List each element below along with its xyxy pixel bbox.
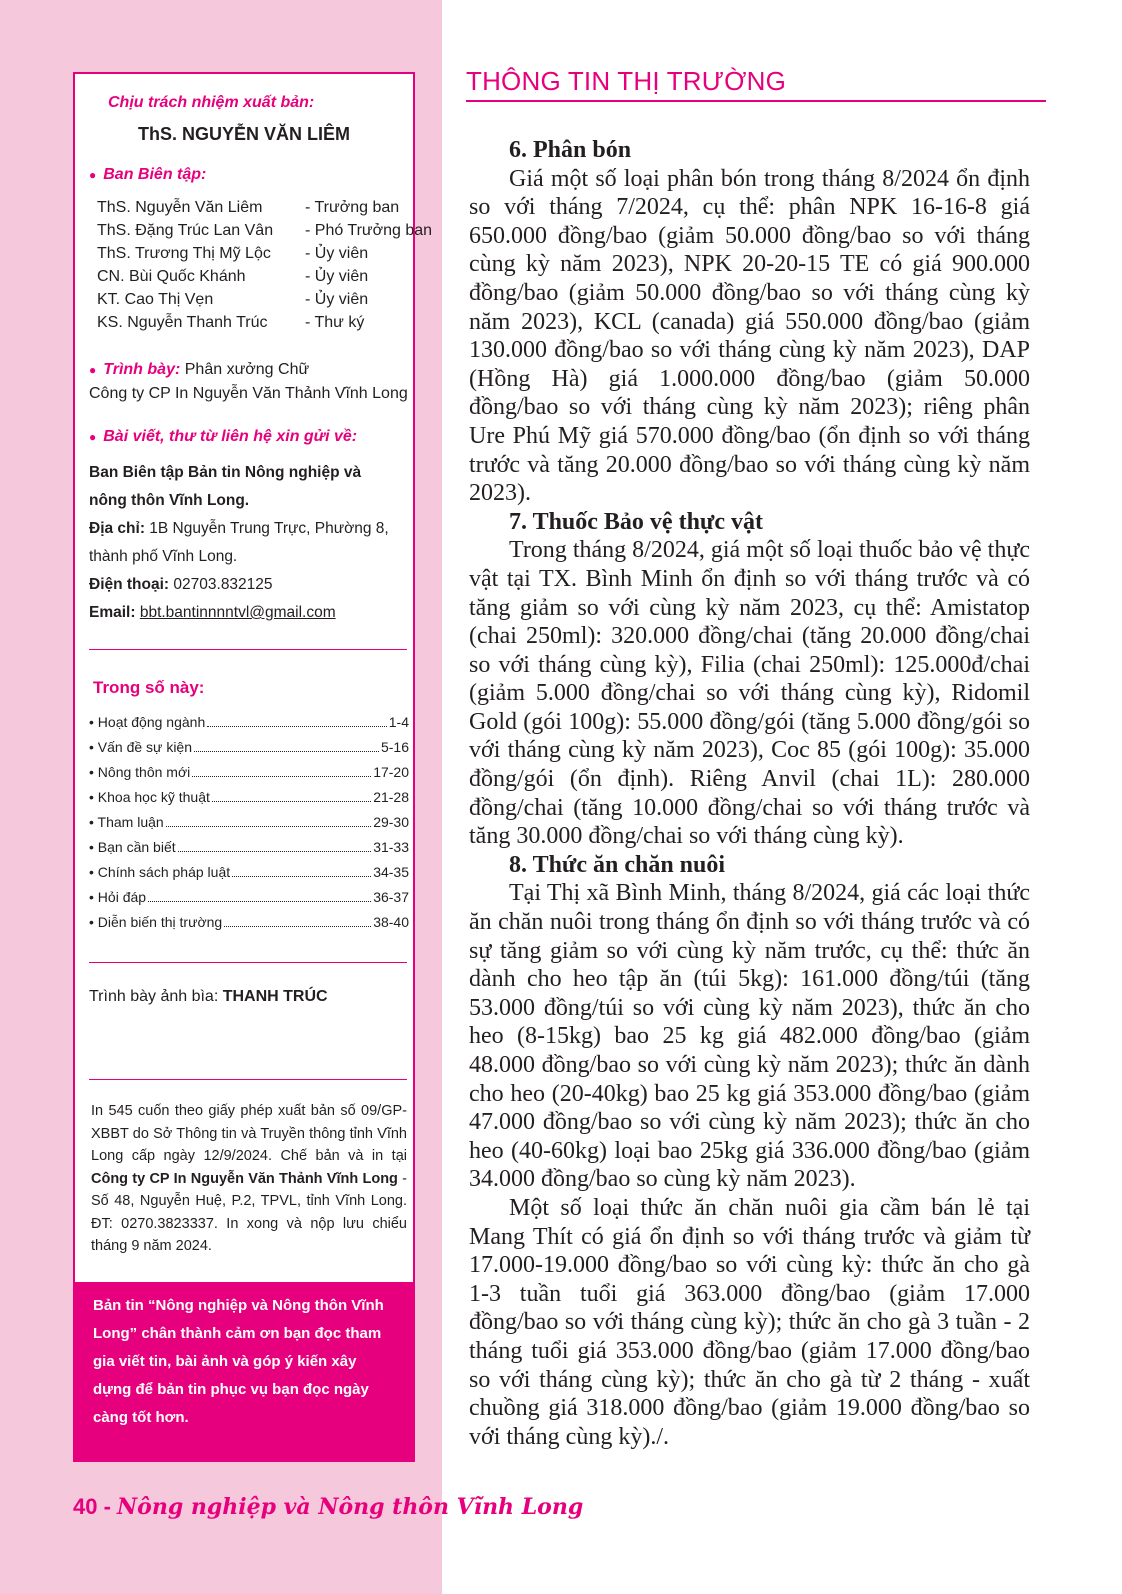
board-member-name: CN. Bùi Quốc Khánh <box>97 268 246 285</box>
toc-heading: Trong số này: <box>93 678 205 697</box>
contact-block <box>89 459 405 627</box>
section-header: THÔNG TIN THỊ TRƯỜNG <box>466 66 787 96</box>
board-member-role: - Phó Trưởng ban <box>305 222 433 239</box>
toc-item-label: Tham luận <box>97 814 164 830</box>
dot-leader <box>166 826 371 827</box>
toc-item-label: Hỏi đáp <box>97 889 147 905</box>
publication-title: Nông nghiệp và Nông thôn Vĩnh Long <box>117 1494 584 1520</box>
paragraph-animal-feed-pigs: Tại Thị xã Bình Minh, tháng 8/2024, giá các loại thức ăn chăn nuôi trong tháng ổn định so với tháng trước và có sự tăng giảm so với cùng kỳ năm trước, cụ thể: thức ăn dành cho heo tập ăn (túi 5kg): 161.000 đồng/túi (tăng 53.000 đồng/túi so với cùng kỳ năm 2023), thức ăn cho heo (8-15kg) bao 25 kg giá 482.000 đồng/bao (giảm 48.000 đồng/bao so với cùng kỳ năm 2023); thức ăn dành cho heo (20-40kg) bao 25 kg giá 353.000 đồng/bao (giảm 47.000 đồng/bao so với cùng kỳ năm 2023); thức ăn cho heo (40-60kg) loại bao 25kg giá 336.000 đồng/bao (giảm 34.000 đồng/bao so cùng kỳ năm 2023). <box>469 880 1030 1193</box>
print-info-text: - Số 48, Nguyễn Huệ, P.2, TPVL, tỉnh Vĩnh Long. ĐT: 0270.3823337. In xong và nộp lưu chiểu tháng 9 năm 2024. <box>91 1170 407 1254</box>
toc-item[interactable]: • Nông thôn mới 17-20 <box>89 764 409 780</box>
address-value: 1B Nguyễn Trung Trực, Phường 8, <box>149 520 389 537</box>
board-member <box>97 311 432 334</box>
design-value: Phân xưởng Chữ <box>184 361 310 378</box>
masthead-sidebar <box>73 72 433 1462</box>
table-of-contents <box>89 714 409 939</box>
toc-item-pages: 29-30 <box>373 814 409 830</box>
board-member-role: - Ủy viên <box>305 291 369 308</box>
address-label: Địa chỉ: <box>89 520 145 537</box>
board-member-role: - Ủy viên <box>305 245 369 262</box>
subheading-animal-feed: 8. Thức ăn chăn nuôi <box>509 851 726 878</box>
board-member-role: - Trưởng ban <box>305 199 400 216</box>
toc-item-pages: 17-20 <box>373 764 409 780</box>
toc-item-pages: 5-16 <box>380 739 409 755</box>
page-footer <box>73 1494 583 1520</box>
toc-item-pages: 36-37 <box>373 889 409 905</box>
print-info-text: In 545 cuốn theo giấy phép xuất bản số 09/GP-XBBT do Sở Thông tin và Truyền thông tỉnh Vĩnh Long cấp ngày 12/9/2024. Chế bản và in tại <box>91 1103 407 1164</box>
header-underline <box>466 100 1046 102</box>
dot-leader <box>192 776 371 777</box>
email-label: Email: <box>89 604 136 621</box>
toc-item[interactable]: • Tham luận 29-30 <box>89 814 409 830</box>
design-company: Công ty CP In Nguyễn Văn Thảnh Vĩnh Long <box>89 385 408 402</box>
toc-item[interactable]: • Hỏi đáp 36-37 <box>89 889 409 905</box>
editorial-board-list <box>97 196 432 334</box>
contact-heading-label: Bài viết, thư từ liên hệ xin gửi về: <box>103 428 358 445</box>
address-value-line2: thành phố Vĩnh Long. <box>89 548 238 565</box>
divider <box>89 649 407 650</box>
toc-item-pages: 21-28 <box>373 789 409 805</box>
phone-value: 02703.832125 <box>173 576 273 593</box>
cover-label: Trình bày ảnh bìa: <box>89 988 219 1005</box>
thank-you-box: Bản tin “Nông nghiệp và Nông thôn Vĩnh Long” chân thành cảm ơn bạn đọc tham gia viết tin, bài ảnh và góp ý kiến xây dựng để bản tin phục vụ bạn đọc ngày càng tốt hơn. <box>75 1282 413 1460</box>
toc-item[interactable]: • Vấn đề sự kiện 5-16 <box>89 739 409 755</box>
board-member-role: - Thư ký <box>305 314 365 331</box>
responsible-name: ThS. NGUYỄN VĂN LIÊM <box>137 124 350 144</box>
toc-item-label: Hoạt động ngành <box>97 714 206 730</box>
cover-credit <box>89 988 328 1006</box>
board-member <box>97 196 432 219</box>
toc-item-label: Nông thôn mới <box>97 764 191 780</box>
design-credit <box>89 358 408 405</box>
board-heading-label: Ban Biên tập: <box>103 166 207 183</box>
dot-leader <box>207 726 387 727</box>
article-body <box>469 136 1030 1451</box>
print-company: Công ty CP In Nguyễn Văn Thảnh Vĩnh Long <box>91 1170 398 1187</box>
toc-item[interactable]: • Diễn biến thị trường 38-40 <box>89 914 409 930</box>
board-member-name: KS. Nguyễn Thanh Trúc <box>97 314 268 331</box>
bullet-icon: ● <box>89 363 97 377</box>
toc-item-label: Bạn cần biết <box>97 839 176 855</box>
toc-item[interactable]: • Khoa học kỹ thuật 21-28 <box>89 789 409 805</box>
divider <box>89 1079 407 1080</box>
subheading-fertilizer: 6. Phân bón <box>509 137 632 163</box>
paragraph-animal-feed-poultry: Một số loại thức ăn chăn nuôi gia cầm bán lẻ tại Mang Thít có giá ổn định so với tháng trước và giảm từ 17.000-19.000 đồng/bao so với cùng kỳ: thức ăn cho gà 1-3 tuần tuổi giá 363.000 đồng/bao (giảm 17.000 đồng/bao so với tháng cùng kỳ); thức ăn cho gà 3 tuần - 2 tháng tuổi giá 353.000 đồng/bao (giảm 17.000 đồng/bao so với tháng cùng kỳ); thức ăn cho gà từ 2 tháng - xuất chuồng giá 318.000 đồng/bao (giảm 19.000 đồng/bao so với tháng cùng kỳ)./. <box>469 1194 1030 1450</box>
printing-info <box>91 1100 407 1258</box>
board-member-role: - Ủy viên <box>305 268 369 285</box>
divider <box>89 962 407 963</box>
dot-leader <box>194 751 379 752</box>
toc-item[interactable]: • Hoạt động ngành 1-4 <box>89 714 409 730</box>
contact-heading <box>89 428 357 446</box>
board-member <box>97 242 432 265</box>
contact-org-line: Ban Biên tập Bản tin Nông nghiệp và <box>89 464 362 481</box>
dot-leader <box>212 801 371 802</box>
bullet-icon: ● <box>89 430 97 444</box>
phone-label: Điện thoại: <box>89 576 170 593</box>
responsible-label: Chịu trách nhiệm xuất bản: <box>108 94 315 111</box>
design-label: Trình bày: <box>103 361 181 378</box>
board-heading <box>89 166 206 184</box>
toc-item-pages: 38-40 <box>373 914 409 930</box>
board-member-name: KT. Cao Thị Vẹn <box>97 291 214 308</box>
dot-leader <box>224 926 371 927</box>
board-member-name: ThS. Nguyễn Văn Liêm <box>97 199 263 216</box>
toc-item-pages: 31-33 <box>373 839 409 855</box>
bullet-icon: ● <box>89 168 97 182</box>
board-member-name: ThS. Trương Thị Mỹ Lộc <box>97 245 271 262</box>
board-member <box>97 219 432 242</box>
toc-item-label: Chính sách pháp luật <box>97 864 231 880</box>
toc-item-label: Khoa học kỹ thuật <box>97 789 210 805</box>
cover-value: THANH TRÚC <box>222 988 328 1005</box>
dot-leader <box>178 851 372 852</box>
email-link[interactable]: bbt.bantinnnntvl@gmail.com <box>139 604 336 621</box>
contact-org-line: nông thôn Vĩnh Long. <box>89 492 250 509</box>
subheading-pesticide: 7. Thuốc Bảo vệ thực vật <box>509 508 763 535</box>
board-member <box>97 288 432 311</box>
board-member <box>97 265 432 288</box>
page-number: 40 - <box>73 1494 111 1519</box>
toc-item-pages: 34-35 <box>373 864 409 880</box>
toc-item-label: Diễn biến thị trường <box>97 914 223 930</box>
toc-item[interactable]: • Chính sách pháp luật 34-35 <box>89 864 409 880</box>
board-member-name: ThS. Đặng Trúc Lan Vân <box>97 222 274 239</box>
toc-item-label: Vấn đề sự kiện <box>97 739 193 755</box>
paragraph-pesticide: Trong tháng 8/2024, giá một số loại thuốc bảo vệ thực vật tại TX. Bình Minh ổn định so với tháng trước và có tăng giảm so với cùng kỳ năm 2023, cụ thể: Amistatop (chai 250ml): 320.000 đồng/chai (tăng 20.000 đồng/chai so với tháng cùng kỳ), Filia (chai 250ml): 125.000đ/chai (giảm 5.000 đồng/chai so với tháng cùng kỳ), Ridomil Gold (gói 100g): 55.000 đồng/gói (tăng 5.000 đồng/gói so với tháng cùng kỳ năm 2023), Coc 85 (gói 100g): 35.000 đồng/gói (ổn định). Riêng Anvil (chai 1L): 280.000 đồng/chai (tăng 10.000 đồng/chai so với tháng trước và tăng 30.000 đồng/chai so với tháng cùng kỳ). <box>469 537 1030 850</box>
dot-leader <box>148 901 371 902</box>
paragraph-fertilizer: Giá một số loại phân bón trong tháng 8/2024 ổn định so với tháng 7/2024, cụ thể: phân NPK 16-16-8 giá 650.000 đồng/bao (giảm 50.000 đồng/bao so với tháng cùng kỳ năm 2023), NPK 20-20-15 TE có giá 900.000 đồng/bao (giảm 50.000 đồng/bao so với tháng cùng kỳ năm 2023), KCL (canada) giá 550.000 đồng/bao (giảm 130.000 đồng/bao so với tháng cùng kỳ năm 2023), DAP (Hồng Hà) giá 1.000.000 đồng/bao (giảm 50.000 đồng/bao so với tháng cùng kỳ năm 2023); riêng phân Ure Phú Mỹ giá 570.000 đồng/bao (ổn định so với tháng trước và tăng 20.000 đồng/bao so với tháng cùng kỳ năm 2023). <box>469 165 1030 507</box>
toc-item-pages: 1-4 <box>388 714 409 730</box>
dot-leader <box>232 876 371 877</box>
toc-item[interactable]: • Bạn cần biết 31-33 <box>89 839 409 855</box>
